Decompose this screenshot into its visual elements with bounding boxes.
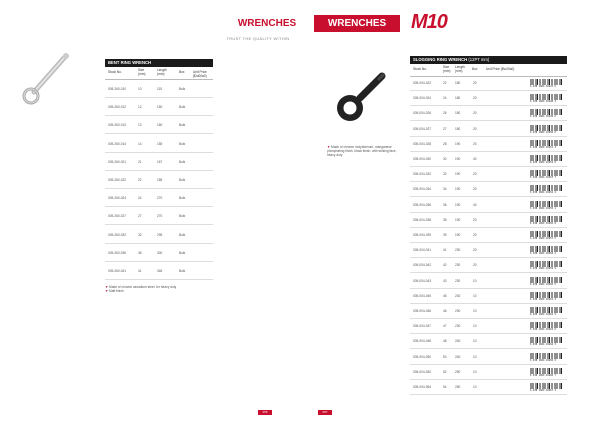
box-cell: Bulk [179,196,186,201]
size-cell: 26 [443,111,447,116]
barcode-number: 6 938 1604 10254 4 [530,191,556,195]
stock-no-cell: 005-004-034 [413,187,432,192]
size-cell: 41 [443,248,447,253]
box-cell: Bulk [179,269,186,273]
left-table-header [105,67,213,80]
box-cell: 20 [473,187,477,192]
table-row [410,319,567,334]
barcode [530,185,562,194]
note-text: Made of chrome molybdenum, manganese phosphating finish, black finish, with striking face, heavy duty [327,145,397,158]
barcode-number: 6 938 1604 10259 9 [530,267,556,271]
length-cell: 190 [455,172,461,177]
box-cell: Bulk [179,178,186,182]
row-divider [105,279,213,280]
stock-no-cell: 005-260-012 [108,105,127,110]
table-row [105,171,213,189]
barcode [530,216,562,225]
barcode [530,170,562,179]
box-cell: Bulk [179,250,186,255]
size-cell: 21 [138,159,142,164]
stock-no-cell: 005-260-024 [108,196,127,201]
size-cell: 32 [443,172,447,177]
length-cell: 160 [157,123,163,128]
length-cell: 230 [455,293,461,298]
length-cell: 300 [157,250,163,255]
table-row [410,380,567,395]
table-row [410,304,567,319]
table-row [410,213,567,228]
stock-no-cell: 005-260-021 [108,159,127,164]
note-text: Made of chrome vanadium steel, for heavy duty [109,285,177,289]
table-row [410,167,567,182]
stock-no-cell: 005-004-050 [413,354,432,359]
box-cell: 20 [473,141,477,146]
size-cell: 42 [443,263,447,268]
length-cell: 115 [157,87,163,91]
note-item [327,145,397,158]
brand-logo [411,12,471,36]
length-cell: 295 [157,232,163,237]
table-row [410,76,567,91]
box-cell: 20 [473,111,477,116]
col-unit-price: Unit Price ($\u00a0) [193,70,207,78]
box-cell: 20 [473,96,477,101]
box-cell: 10 [473,385,477,389]
box-cell: 20 [473,81,477,85]
size-cell: 46 [443,309,447,313]
barcode [530,201,562,210]
table-row [105,135,213,153]
size-cell: 48 [443,339,447,344]
table-row [105,153,213,171]
table-row [410,274,567,289]
box-cell: 40 [473,202,477,207]
stock-no-cell: 005-004-048 [413,339,432,344]
stock-no-cell: 005-260-022 [108,178,127,182]
bullet-icon: ▼ [327,145,332,149]
barcode-number: 6 938 1604 10258 2 [530,252,556,256]
slogging-ring-wrench-title-text: SLOGGING RING WRENCH [413,57,468,62]
length-cell: 167 [157,159,163,164]
size-cell: 27 [138,214,142,219]
bullet-icon: ▼ [105,289,110,294]
barcode [530,155,562,164]
barcode [530,307,562,316]
stock-no-cell: 005-260-027 [108,214,127,219]
slogging-notes [327,145,397,158]
barcode [530,383,562,392]
bent-ring-wrench-title [105,59,213,67]
barcode-number: 6 938 1604 10256 8 [530,221,556,225]
length-cell: 180 [455,96,461,101]
barcode-number: 6 938 1604 10250 6 [530,130,556,134]
length-cell: 190 [455,187,461,192]
size-cell: 43 [443,278,447,283]
barcode [530,353,562,362]
size-cell: 12 [138,105,142,110]
stock-no-cell: 005-260-041 [108,269,127,273]
box-cell: 10 [473,354,477,359]
stock-no-cell: 005-260-010 [108,87,127,91]
length-cell: 190 [455,217,461,222]
barcode-number: 6 938 1604 10249 0 [530,115,556,119]
length-cell: 230 [455,324,461,329]
box-cell: 40 [473,157,477,161]
box-cell: 20 [473,217,477,222]
box-cell: 10 [473,309,477,313]
table-row [105,116,213,134]
barcode [530,261,562,270]
bent-ring-wrench-image [20,50,75,110]
length-cell: 180 [455,81,461,85]
col-length: Length (mm) [157,68,167,76]
box-cell: 20 [473,263,477,268]
size-cell: 47 [443,324,447,329]
size-cell: 36 [138,250,142,255]
size-cell: 34 [443,187,447,192]
size-cell: 28 [443,141,447,146]
length-cell: 230 [455,263,461,268]
length-cell: 185 [157,178,163,182]
stock-no-cell: 005-004-036 [413,202,432,207]
stock-no-cell: 005-004-054 [413,385,432,389]
bullet-icon: ▼ [105,285,110,289]
stock-no-cell: 005-004-052 [413,369,432,374]
barcode [530,231,562,240]
size-cell: 30 [443,157,447,161]
stock-no-cell: 005-004-047 [413,324,432,329]
stock-no-cell: 005-004-045 [413,293,432,298]
table-row [410,198,567,213]
length-cell: 270 [157,214,163,219]
note-item [105,289,215,293]
col-box: Box [472,67,478,71]
col-length: Length (mm) [455,65,465,73]
barcode [530,368,562,377]
barcode-number: 6 938 1604 10264 3 [530,343,556,347]
right-page-title: WRENCHES [314,15,400,32]
length-cell: 240 [455,339,461,344]
slogging-ring-wrench-image [320,68,390,133]
box-cell: 10 [473,369,477,374]
slogging-ring-wrench-subtitle: (12PT mm) [468,57,490,62]
length-cell: 190 [455,157,461,161]
stock-no-cell: 005-004-038 [413,217,432,222]
table-row [105,80,213,98]
slogging-ring-wrench-title [410,56,567,64]
barcode-number: 6 938 1604 10253 7 [530,176,556,180]
table-row [410,350,567,365]
size-cell: 52 [443,369,447,374]
barcode-number: 6 938 1604 10252 0 [530,161,556,164]
length-cell: 250 [455,385,461,389]
size-cell: 10 [138,87,142,91]
barcode-number: 6 938 1604 10255 1 [530,206,556,210]
length-cell: 150 [157,105,163,110]
table-row [410,122,567,137]
stock-no-cell: 005-260-013 [108,123,127,128]
col-size: Size (mm) [138,68,146,76]
barcode-number: 6 938 1604 10265 0 [530,358,556,362]
page-number-right: 257 [318,410,332,415]
box-cell: Bulk [179,123,186,128]
barcode-number: 6 938 1604 10248 3 [530,100,556,104]
size-cell: 36 [443,202,447,207]
stock-no-cell: 005-004-026 [413,111,432,116]
barcode-number: 6 938 1604 10247 6 [530,85,556,88]
table-row [105,189,213,207]
length-cell: 155 [157,141,163,146]
col-size: Size (mm) [443,65,451,73]
table-row [410,182,567,197]
barcode-number: 6 938 1604 10263 6 [530,328,556,332]
bent-ring-wrench-title-text: BENT RING WRENCH [108,60,152,65]
stock-no-cell: 005-260-036 [108,250,127,255]
box-cell: Bulk [179,87,186,91]
stock-no-cell: 005-004-022 [413,81,432,85]
table-row [410,91,567,106]
col-unit-price: Unit Price ($\u00a0) [486,67,515,71]
col-stock-no: Stock No. [108,70,122,74]
box-cell: 20 [473,248,477,253]
size-cell: 45 [443,293,447,298]
stock-no-cell: 005-004-030 [413,157,432,161]
stock-no-cell: 005-004-032 [413,172,432,177]
length-cell: 190 [455,233,461,237]
box-cell: 10 [473,339,477,344]
length-cell: 190 [455,141,461,146]
box-cell: 10 [473,293,477,298]
barcode [530,246,562,255]
table-row [410,289,567,304]
barcode [530,337,562,346]
stock-no-cell: 005-004-028 [413,141,432,146]
length-cell: 346 [157,269,163,273]
size-cell: 14 [138,141,142,146]
size-cell: 27 [443,126,447,131]
col-box: Box [179,70,185,74]
box-cell: 20 [473,233,477,237]
table-row [105,98,213,116]
size-cell: 32 [138,232,142,237]
box-cell: 20 [473,172,477,177]
size-cell: 24 [443,96,447,101]
box-cell: Bulk [179,141,186,146]
box-cell: Bulk [179,214,186,219]
box-cell: Bulk [179,232,186,237]
left-page-title: WRENCHES [237,18,297,29]
stock-no-cell: 005-004-043 [413,278,432,283]
logo-text: M10 [411,11,447,33]
table-row [410,258,567,273]
note-text: Matt finish [109,289,124,294]
table-row [410,106,567,121]
barcode-number: 6 938 1604 10261 2 [530,297,556,301]
length-cell: 190 [455,202,461,207]
barcode-number: 6 938 1604 10251 3 [530,145,556,149]
length-cell: 180 [455,111,461,116]
length-cell: 250 [455,369,461,374]
box-cell: 10 [473,278,477,283]
col-stock-no: Stock No. [413,67,427,71]
box-cell: 10 [473,324,477,329]
box-cell: Bulk [179,105,186,110]
table-row [105,226,213,244]
table-row [410,334,567,349]
table-row [410,228,567,243]
length-cell: 240 [455,354,461,359]
barcode [530,109,562,118]
stock-no-cell: 005-260-014 [108,141,127,146]
barcode-number: 6 938 1604 10266 7 [530,373,556,377]
size-cell: 38 [443,217,447,222]
size-cell: 39 [443,233,447,237]
barcode-number: 6 938 1604 10260 5 [530,282,556,286]
barcode [530,79,562,88]
barcode [530,94,562,103]
length-cell: 230 [455,248,461,253]
stock-no-cell: 005-004-046 [413,309,432,313]
size-cell: 54 [443,385,447,389]
table-row [410,243,567,258]
size-cell: 41 [138,269,142,273]
size-cell: 22 [138,178,142,182]
tagline: TRUST THE QUALITY WITHIN [226,36,290,41]
stock-no-cell: 005-004-027 [413,126,432,131]
barcode [530,140,562,149]
size-cell: 13 [138,123,142,128]
barcode [530,277,562,286]
size-cell: 50 [443,354,447,359]
stock-no-cell: 005-004-042 [413,263,432,268]
left-notes [105,285,215,293]
box-cell: Bulk [179,159,186,164]
table-row [105,207,213,225]
stock-no-cell: 005-004-041 [413,248,432,253]
length-cell: 270 [157,196,163,201]
barcode [530,322,562,331]
barcode-number: 6 938 1604 10257 5 [530,237,556,240]
table-row [105,262,213,280]
barcode-number: 6 938 1604 10267 4 [530,389,556,392]
length-cell: 230 [455,309,461,313]
table-row [410,152,567,167]
size-cell: 22 [443,81,447,85]
page-number-left: 256 [258,410,272,415]
barcode [530,292,562,301]
barcode [530,125,562,134]
stock-no-cell: 005-004-039 [413,233,432,237]
stock-no-cell: 005-260-032 [108,232,127,237]
table-row [105,244,213,262]
row-divider [410,394,567,395]
barcode-number: 6 938 1604 10262 9 [530,313,556,316]
table-row [410,137,567,152]
length-cell: 180 [455,126,461,131]
length-cell: 230 [455,278,461,283]
box-cell: 20 [473,126,477,131]
stock-no-cell: 005-004-024 [413,96,432,101]
size-cell: 24 [138,196,142,201]
table-row [410,365,567,380]
